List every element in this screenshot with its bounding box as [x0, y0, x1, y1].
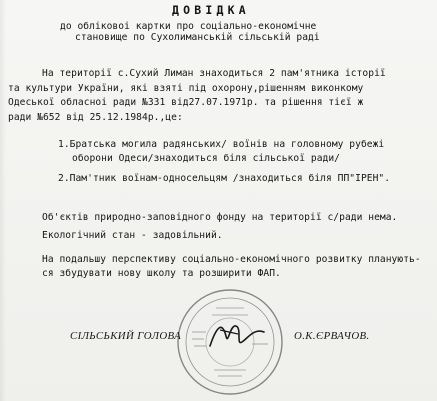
list-item-1-line-1: 1.Братська могила радянських/ воїнів на головному рубежі — [58, 139, 385, 150]
signature-name: О.К.ЄРВАЧОВ. — [294, 330, 370, 342]
paragraph-1-line-2: та культури України, які взяті під охорону,рішенням виконкому — [8, 83, 364, 94]
paragraph-4-line-2: ся збудувати нову школу та розширити ФАП. — [42, 268, 281, 279]
subtitle-line-1: до обліковоі картки про соціально-економічне — [60, 21, 317, 32]
paragraph-4-line-1: На подальшу перспективу соціально-економічного розвитку планують- — [42, 254, 421, 265]
paragraph-1-line-3: Одеської обласноі ради №331 від27.07.1971р. та рішення тієї ж — [8, 97, 364, 108]
official-stamp — [172, 284, 288, 400]
scan-edge-shadow — [0, 0, 6, 401]
list-item-2: 2.Пам'тник воїнам-односельцям /знаходиться біля ПП"ІРЕН". — [58, 173, 391, 184]
paragraph-3: Екологічний стан - задовільний. — [42, 230, 223, 241]
document-title: ДОВІДКА — [172, 3, 250, 17]
paragraph-1-line-1: На території с.Сухий Лиман знаходиться 2 пам'ятника історії — [42, 68, 386, 79]
round-seal-icon — [172, 284, 288, 400]
list-item-1-line-2: оборони Одеси/знаходиться біля сільської ради/ — [72, 153, 340, 164]
signature-role: СІЛЬСЬКИЙ ГОЛОВА — [70, 330, 182, 342]
subtitle-line-2: становище по Сухолиманській сільській раді — [75, 32, 320, 43]
paragraph-2: Об'єктів природно-заповідного фонду на території с/ради нема. — [42, 212, 398, 223]
paragraph-1-line-4: ради №652 від 25.12.1984р.,це: — [8, 112, 183, 123]
